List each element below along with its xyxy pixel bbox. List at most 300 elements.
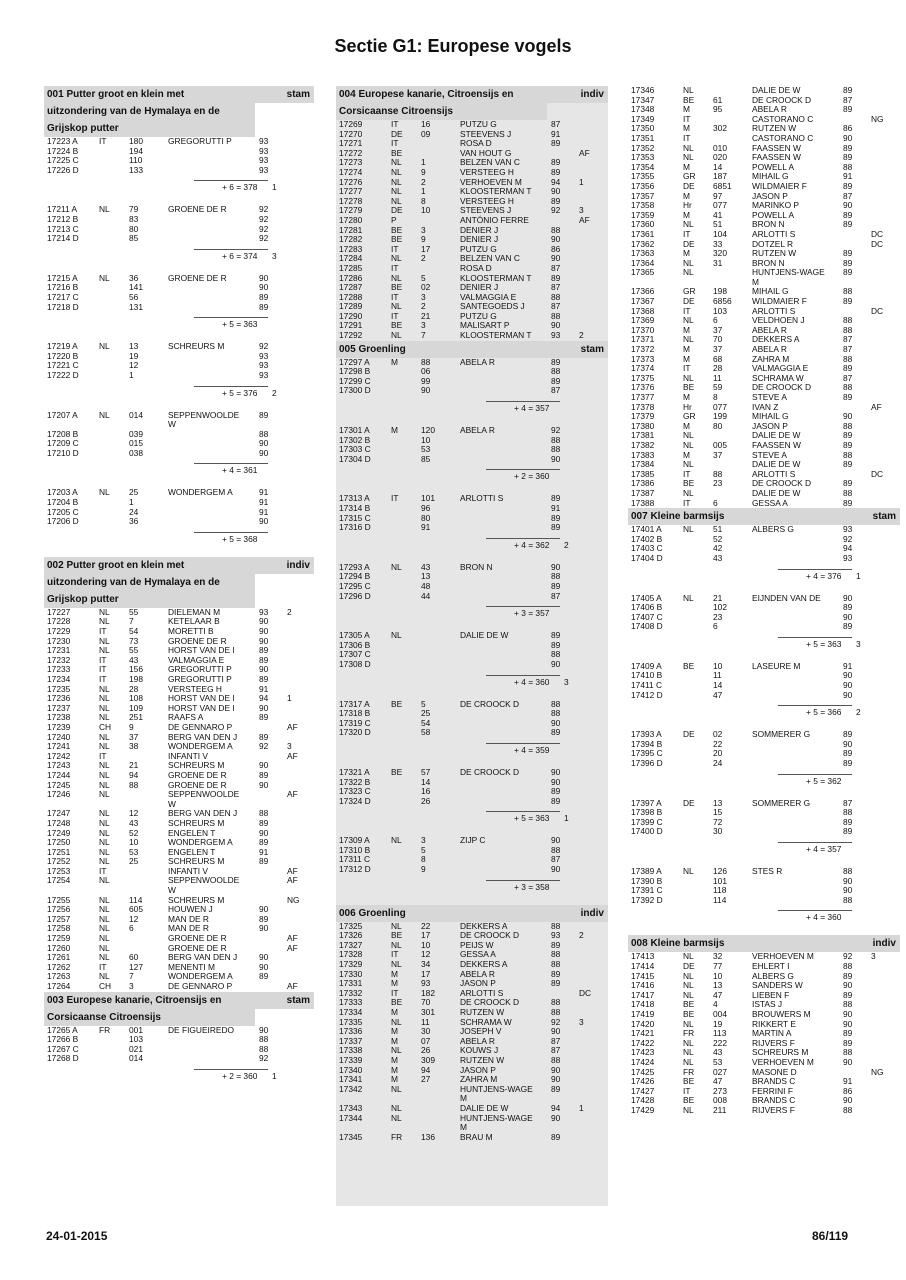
- country: M: [683, 420, 690, 431]
- exhibitor-name: GROENE DE R: [168, 769, 227, 780]
- exhibitor-name: PUTZU G: [460, 119, 497, 129]
- country: NL: [391, 1045, 402, 1056]
- score: 89: [259, 971, 269, 982]
- ring-number: 17281: [339, 224, 363, 235]
- score: 90: [843, 885, 853, 896]
- team-total: [44, 175, 314, 195]
- result-row: [44, 982, 314, 992]
- bird-number: 12: [129, 913, 139, 924]
- spacer: [44, 1084, 314, 1094]
- total-rule: [486, 743, 560, 744]
- bird-number: 19: [129, 350, 139, 361]
- bird-number: 136: [421, 1131, 435, 1142]
- score: 88: [551, 1007, 561, 1017]
- bird-number: 70: [713, 334, 723, 345]
- exhibitor-name: BERG VAN DEN J: [168, 731, 238, 742]
- score: 89: [259, 837, 269, 848]
- bird-number: 103: [129, 1034, 143, 1045]
- country: NL: [99, 693, 110, 704]
- bird-number: 108: [129, 693, 143, 704]
- ring-number: 17330: [339, 968, 363, 979]
- bird-number: 001: [129, 1024, 143, 1035]
- ring-number: 17212 B: [47, 213, 79, 224]
- score: 89: [551, 978, 561, 989]
- exhibitor-name: FAASSEN W: [752, 439, 801, 450]
- bird-number: 126: [713, 866, 727, 876]
- result-row: [628, 268, 900, 287]
- team-total: [44, 312, 314, 332]
- ring-number: 17282: [339, 234, 363, 245]
- exhibitor-name: SEPPENWOOLDE W: [168, 789, 240, 809]
- exhibitor-name: VAN HOUT G: [460, 147, 512, 158]
- ring-number: 17372: [631, 344, 655, 355]
- score: 89: [843, 180, 853, 191]
- exhibitor-name: DOTZEL R: [752, 238, 794, 249]
- exhibitor-name: IVAN Z: [752, 401, 779, 412]
- ring-number: 17369: [631, 315, 655, 326]
- result-row: [336, 797, 608, 807]
- score: 92: [259, 341, 269, 352]
- score: 89: [843, 989, 853, 1000]
- score: 89: [551, 493, 561, 504]
- country: NL: [391, 630, 402, 641]
- score: 89: [843, 219, 853, 230]
- result-row: [628, 730, 900, 740]
- section-s007: [628, 508, 900, 935]
- exhibitor-name: HUNTJENS-WAGE M: [460, 1112, 533, 1133]
- bird-number: 12: [421, 949, 431, 960]
- bird-number: 2: [421, 253, 426, 264]
- country: IT: [391, 119, 399, 129]
- ring-number: 17313 A: [339, 493, 370, 504]
- bird-number: 22: [713, 738, 723, 749]
- ring-number: 17331: [339, 978, 363, 989]
- bird-number: 96: [421, 503, 431, 513]
- bird-number: 07: [421, 1035, 431, 1046]
- score: 89: [551, 1083, 561, 1094]
- score: 88: [551, 708, 561, 719]
- score: 88: [551, 366, 561, 377]
- bird-number: 73: [129, 635, 139, 646]
- bird-number: 06: [421, 366, 431, 377]
- result-row: [336, 514, 608, 524]
- score: 89: [259, 645, 269, 656]
- bird-number: 11: [713, 372, 722, 383]
- exhibitor-name: VERHOEVEN M: [752, 1056, 814, 1067]
- section-type-tag: stam: [580, 343, 604, 355]
- ring-number: 17423: [631, 1047, 655, 1058]
- exhibitor-name: DE CROOCK D: [752, 382, 812, 393]
- ring-number: 17346: [631, 85, 655, 95]
- exhibitor-name: PEIJS W: [460, 939, 494, 950]
- spacer: [336, 895, 608, 905]
- result-row: [44, 274, 314, 284]
- score: 92: [259, 233, 269, 244]
- country: M: [391, 1054, 398, 1065]
- bird-number: 43: [713, 552, 723, 563]
- ring-number: 17230: [47, 635, 71, 646]
- total-rule: [486, 401, 560, 402]
- exhibitor-name: STEEVENS J: [460, 128, 512, 139]
- bird-number: 85: [421, 453, 431, 464]
- ring-number: 17382: [631, 439, 655, 450]
- bird-number: 55: [129, 606, 139, 617]
- ring-number: 17323 C: [339, 786, 371, 797]
- bird-number: 14: [421, 776, 431, 787]
- ring-number: 17266 B: [47, 1034, 79, 1045]
- bird-number: 11: [421, 1016, 430, 1027]
- bird-number: 83: [129, 213, 139, 224]
- score: 90: [551, 717, 561, 728]
- result-row: [628, 877, 900, 887]
- ring-number: 17417: [631, 989, 655, 1000]
- score: 88: [843, 894, 853, 905]
- team-total: [336, 464, 608, 484]
- exhibitor-name: BERG VAN DEN J: [168, 808, 238, 819]
- exhibitor-name: DE CROOCK D: [460, 766, 520, 777]
- bird-number: 58: [421, 727, 431, 738]
- bird-number: 3: [129, 981, 134, 991]
- result-row: [628, 886, 900, 896]
- ring-number: 17226 D: [47, 164, 79, 175]
- team-total: [336, 875, 608, 895]
- score: 90: [843, 670, 853, 681]
- score: 88: [551, 224, 561, 235]
- bird-number: 16: [421, 119, 431, 129]
- exhibitor-name: DIELEMAN M: [168, 606, 221, 617]
- exhibitor-name: DENIER J: [460, 234, 499, 245]
- placing: 2: [272, 387, 277, 398]
- team-total: [44, 244, 314, 264]
- ring-number: 17408 D: [631, 621, 663, 632]
- ring-number: 17398 B: [631, 807, 663, 818]
- remark: AF: [287, 875, 298, 886]
- bird-number: 53: [129, 846, 139, 857]
- total-rule: [486, 606, 560, 607]
- ring-number: 17304 D: [339, 453, 371, 464]
- score: 88: [551, 649, 561, 660]
- country: BE: [683, 94, 695, 105]
- section-heading: 004 Europese kanarie, Citroensijs en: [339, 89, 514, 100]
- score: 89: [259, 301, 269, 312]
- ring-number: 17426: [631, 1076, 655, 1087]
- bird-number: 1: [421, 157, 426, 168]
- ring-number: 17392 D: [631, 894, 663, 905]
- ring-number: 17294 B: [339, 571, 371, 582]
- ring-number: 17412 D: [631, 689, 663, 700]
- ring-number: 17337: [339, 1035, 363, 1046]
- ring-number: 17286: [339, 272, 363, 283]
- total-rule: [778, 705, 852, 706]
- bird-number: 110: [129, 155, 143, 166]
- exhibitor-name: ARLOTTI S: [460, 493, 504, 504]
- exhibitor-name: DE CROOCK D: [752, 478, 812, 489]
- exhibitor-name: VERHOEVEN M: [752, 951, 814, 962]
- score: 90: [259, 760, 269, 771]
- exhibitor-name: VERSTEEG H: [460, 166, 514, 177]
- country: NL: [683, 152, 694, 163]
- score: 87: [551, 385, 561, 396]
- bird-number: 10: [421, 205, 431, 216]
- exhibitor-name: BERG VAN DEN J: [168, 952, 238, 963]
- country: IT: [99, 750, 107, 761]
- exhibitor-name: DALIE DE W: [752, 487, 801, 498]
- score: 88: [843, 286, 853, 297]
- result-row: [628, 671, 900, 681]
- exhibitor-name: POWELL A: [752, 209, 795, 220]
- score: 86: [551, 243, 561, 254]
- score: 87: [843, 94, 853, 105]
- bird-number: 80: [421, 512, 431, 523]
- total-score: + 5 = 363: [514, 813, 550, 824]
- score: 89: [259, 674, 269, 684]
- score: 89: [551, 157, 561, 168]
- ring-number: 17228: [47, 616, 71, 627]
- ring-number: 17414: [631, 960, 655, 971]
- ring-number: 17210 D: [47, 447, 79, 458]
- ring-number: 17355: [631, 171, 655, 182]
- exhibitor-name: MENENTI M: [168, 961, 215, 972]
- bird-number: 008: [713, 1095, 727, 1106]
- country: NL: [391, 330, 402, 341]
- country: NL: [391, 186, 402, 197]
- ring-number: 17277: [339, 186, 363, 197]
- score: 90: [843, 689, 853, 700]
- ring-number: 17325: [339, 920, 363, 931]
- exhibitor-name: DE FIGUEIREDO: [168, 1024, 235, 1035]
- bird-number: 91: [421, 522, 431, 533]
- total-rule: [486, 538, 560, 539]
- country: GR: [683, 171, 696, 182]
- result-row: [336, 504, 608, 514]
- bird-number: 1: [129, 497, 134, 508]
- score: 89: [843, 439, 853, 450]
- exhibitor-name: KETELAAR B: [168, 616, 220, 627]
- bird-number: 2: [421, 176, 426, 187]
- score: 88: [551, 571, 561, 582]
- country: DE: [391, 128, 403, 139]
- bird-number: 10: [421, 939, 431, 950]
- column-middle: [336, 86, 608, 1206]
- country: GR: [683, 411, 696, 422]
- ring-number: 17276: [339, 176, 363, 187]
- bird-number: 99: [421, 375, 431, 386]
- result-row: [628, 749, 900, 759]
- ring-number: 17371: [631, 334, 655, 345]
- score: 90: [843, 592, 853, 603]
- ring-number: 17360: [631, 219, 655, 230]
- exhibitor-name: GROENE DE R: [168, 933, 227, 944]
- country: NL: [683, 980, 694, 991]
- remark: AF: [287, 721, 298, 732]
- exhibitor-name: MARTIN A: [752, 1028, 792, 1039]
- exhibitor-name: DEKKERS A: [460, 920, 508, 931]
- section-heading: 007 Kleine barmsijs: [631, 511, 725, 523]
- ring-number: 17295 C: [339, 580, 371, 591]
- exhibitor-name: VALMAGGIA E: [752, 363, 809, 374]
- bird-number: 3: [421, 320, 426, 331]
- result-row: [44, 1026, 314, 1036]
- bird-number: 43: [129, 654, 139, 665]
- result-row: [628, 740, 900, 750]
- country: IT: [683, 363, 691, 374]
- ring-number: 17205 C: [47, 506, 79, 517]
- exhibitor-name: JOSEPH V: [460, 1026, 502, 1037]
- country: NL: [99, 760, 110, 771]
- footer-date: 24-01-2015: [46, 1229, 108, 1243]
- ring-number: 17359: [631, 209, 655, 220]
- exhibitor-name: RUTZEN W: [460, 1054, 505, 1065]
- bird-number: 302: [713, 123, 727, 134]
- score: 89: [843, 257, 853, 268]
- exhibitor-name: SCHRAMA W: [752, 372, 804, 383]
- score: 89: [843, 104, 853, 115]
- country: DE: [683, 296, 695, 307]
- ring-number: 17421: [631, 1028, 655, 1039]
- bird-number: 038: [129, 447, 143, 458]
- bird-number: 7: [421, 330, 426, 341]
- result-row: [44, 147, 314, 157]
- bird-number: 23: [713, 478, 723, 489]
- result-row: [628, 535, 900, 545]
- score: 89: [551, 356, 561, 367]
- ring-number: 17393 A: [631, 729, 662, 740]
- bird-number: 211: [713, 1104, 727, 1115]
- score: 93: [551, 330, 561, 341]
- bird-number: 021: [129, 1043, 143, 1054]
- country: NL: [99, 846, 110, 857]
- result-row: [336, 563, 608, 573]
- bird-number: 37: [713, 449, 723, 460]
- country: BE: [683, 1095, 695, 1106]
- country: NL: [99, 923, 110, 934]
- team-total: [336, 396, 608, 416]
- bird-number: 114: [713, 894, 727, 905]
- bird-number: 10: [129, 837, 139, 848]
- country: M: [683, 190, 690, 201]
- ring-number: 17220 B: [47, 350, 79, 361]
- result-row: [628, 622, 900, 632]
- section-heading-continued: Grijskop putter: [44, 120, 255, 137]
- section-s001: [44, 86, 314, 557]
- country: M: [683, 449, 690, 460]
- ring-number: 17301 A: [339, 425, 370, 436]
- section-heading: 002 Putter groot en klein met: [47, 559, 185, 571]
- bird-number: 6: [713, 497, 718, 508]
- bird-number: 199: [713, 411, 727, 422]
- ring-number: 17416: [631, 980, 655, 991]
- bird-number: 12: [129, 808, 139, 819]
- exhibitor-name: RAAFS A: [168, 712, 204, 723]
- bird-number: 53: [713, 1056, 723, 1067]
- result-row: [336, 787, 608, 797]
- ring-number: 17211 A: [47, 204, 78, 215]
- bird-number: 53: [421, 444, 431, 455]
- exhibitor-name: SEPPENWOOLDE W: [168, 409, 240, 430]
- ring-number: 17257: [47, 913, 71, 924]
- footer-page-number: 86/119: [812, 1229, 849, 1243]
- result-row: [44, 508, 314, 518]
- result-row: [336, 455, 608, 465]
- exhibitor-name: RIKKERT E: [752, 1018, 796, 1029]
- country: IT: [99, 674, 107, 684]
- country: IT: [391, 987, 399, 998]
- score: 90: [259, 952, 269, 963]
- remark: NG: [871, 113, 884, 124]
- result-row: [44, 156, 314, 166]
- ring-number: 17240: [47, 731, 71, 742]
- country: NL: [683, 1018, 694, 1029]
- score: 88: [843, 382, 853, 393]
- total-score: + 5 = 366: [806, 707, 842, 718]
- bird-number: 37: [129, 731, 139, 742]
- total-score: + 4 = 362: [514, 539, 550, 550]
- result-row: [336, 719, 608, 729]
- score: 87: [551, 262, 561, 273]
- remark: DC: [871, 228, 884, 239]
- bird-number: 9: [421, 166, 426, 177]
- score: 89: [259, 769, 269, 780]
- ring-number: 17287: [339, 282, 363, 293]
- country: M: [391, 1035, 398, 1046]
- score: 92: [259, 1053, 269, 1064]
- score: 90: [843, 132, 853, 143]
- ring-number: 17296 D: [339, 590, 371, 601]
- score: 87: [843, 334, 853, 345]
- score: 87: [843, 190, 853, 201]
- ring-number: 17321 A: [339, 766, 370, 777]
- bird-number: 36: [129, 516, 139, 527]
- result-row: [336, 865, 608, 875]
- ring-number: 17364: [631, 257, 655, 268]
- bird-number: 198: [129, 674, 143, 684]
- country: NL: [391, 959, 402, 970]
- country: IT: [391, 243, 399, 254]
- country: NL: [391, 920, 402, 931]
- ring-number: 17396 D: [631, 758, 663, 769]
- bird-number: 15: [713, 807, 723, 818]
- ring-number: 17411 C: [631, 680, 663, 691]
- ring-number: 17231: [47, 645, 71, 656]
- ring-number: 17283: [339, 243, 363, 254]
- exhibitor-name: BRAU M: [460, 1131, 493, 1142]
- exhibitor-name: MASONE D: [752, 1066, 797, 1077]
- section-s003: [44, 992, 314, 1094]
- country: NL: [391, 301, 402, 312]
- score: 87: [843, 797, 853, 808]
- bird-number: 309: [421, 1054, 435, 1065]
- score: 86: [843, 1085, 853, 1096]
- score: 93: [259, 164, 269, 175]
- exhibitor-name: VERHOEVEN M: [460, 176, 522, 187]
- result-row: [44, 166, 314, 176]
- country: NL: [99, 837, 110, 848]
- country: IT: [391, 493, 399, 504]
- total-score: + 4 = 357: [806, 844, 842, 854]
- country: M: [683, 344, 690, 355]
- result-row: [628, 818, 900, 828]
- total-score: + 5 = 376: [222, 387, 258, 398]
- ring-number: 17383: [631, 449, 655, 460]
- country: IT: [683, 1085, 691, 1096]
- country: NL: [99, 827, 110, 838]
- bird-number: 33: [713, 238, 723, 249]
- exhibitor-name: RUTZEN W: [752, 248, 797, 259]
- bird-number: 101: [421, 493, 435, 504]
- exhibitor-name: BRON N: [460, 561, 493, 572]
- total-rule: [778, 637, 852, 638]
- score: 88: [551, 698, 561, 709]
